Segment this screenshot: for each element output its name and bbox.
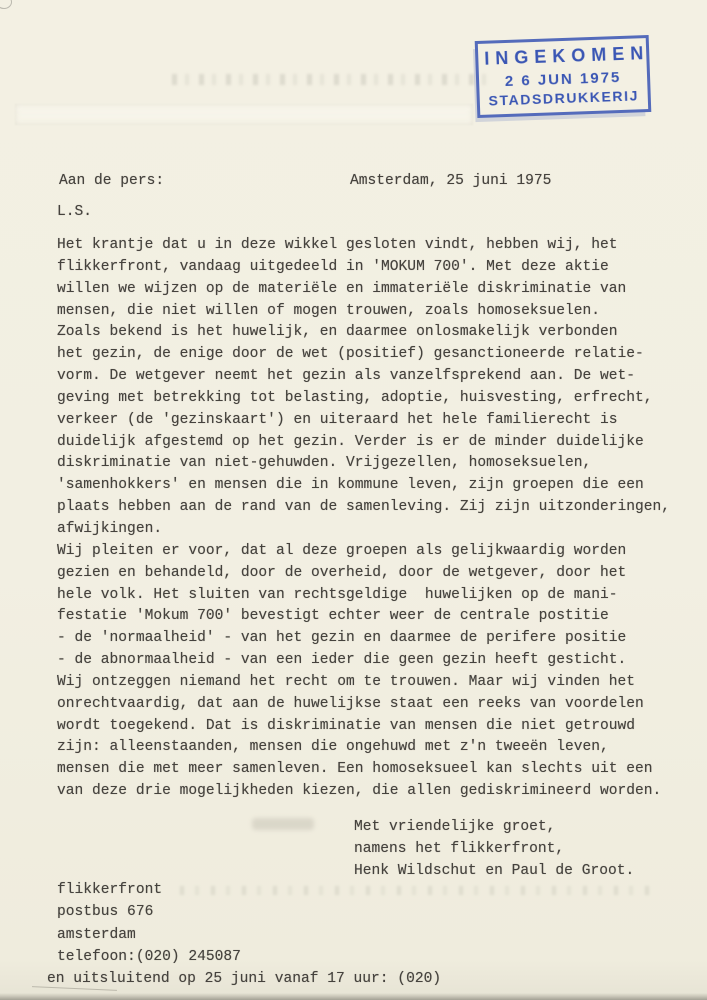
letter-line: - de 'normaalheid' - van het gezin en daarmee de perifere positie: [57, 630, 627, 647]
letter-line: plaats hebben aan de rand van de samenleving. Zij zijn uitzonderingen,: [57, 499, 671, 516]
letter-line: duidelijk afgestemd op het gezin. Verder is er de minder duidelijke: [57, 433, 644, 450]
contact-line-org: flikkerfront: [57, 882, 163, 898]
letter-line: zijn: alleenstaanden, mensen die ongehuwd met z'n tweeën leven,: [57, 739, 609, 756]
stamp-date: 2 6 JUN 1975: [504, 68, 622, 91]
stamp-title: INGEKOMEN: [483, 42, 650, 69]
scan-corner-mark: [0, 0, 12, 9]
scan-edge: [0, 993, 707, 1000]
letter-line: mensen, die niet willen of mogen trouwen, zoals homoseksuelen.: [57, 302, 600, 319]
letter-line: 'samenhokkers' en mensen die in kommune leven, zijn groepen die een: [57, 477, 644, 494]
letter-line: geving met betrekking tot belasting, adoptie, huisvesting, erfrecht,: [57, 389, 653, 406]
letter-line: - de abnormaalheid - van een ieder die geen gezin heeft gesticht.: [57, 652, 627, 669]
letter-line: afwijkingen.: [57, 520, 163, 537]
letter-line: willen we wijzen op de materiële en immateriële diskriminatie van: [57, 280, 627, 297]
received-stamp: [475, 35, 652, 118]
letter-line: wordt toegekend. Dat is diskriminatie van mensen die niet getrouwd: [57, 717, 636, 734]
recipient-line: Aan de pers:: [59, 173, 165, 189]
contact-line-pobox: postbus 676: [57, 904, 154, 921]
contact-line-phone: telefoon:(020) 245087: [57, 948, 241, 965]
letter-line: gezien en behandeld, door de overheid, door de wetgever, door het: [57, 564, 627, 581]
contact-block: [47, 879, 442, 990]
letter-line: Wij pleiten er voor, dat al deze groepen als gelijkwaardig worden: [57, 542, 627, 559]
letter-line: flikkerfront, vandaag uitgedeeld in 'MOKUM 700'. Met deze aktie: [57, 258, 609, 275]
correction-fluid-band: [15, 104, 473, 125]
letter-body: [57, 235, 670, 803]
closing-line: Met vriendelijke groet,: [354, 819, 556, 835]
letter-line: hele volk. Het sluiten van rechtsgeldige huwelijken op de mani-: [57, 586, 618, 603]
letter-line: verkeer (de 'gezinskaart') en uiteraard het hele familierecht is: [57, 411, 618, 428]
closing-line: namens het flikkerfront,: [354, 840, 565, 857]
letter-line: festatie 'Mokum 700' bevestigt echter weer de centrale postitie: [57, 608, 609, 625]
letter-line: onrechtvaardig, dat aan de huwelijkse staat een reeks van voordelen: [57, 695, 644, 712]
stamp-office: STADSDRUKKERIJ: [488, 87, 640, 109]
erased-text-smudge: [172, 74, 487, 85]
closing-line: Henk Wildschut en Paul de Groot.: [354, 862, 635, 879]
letter-line: van deze drie mogelijkheden kiezen, die allen gediskrimineerd worden.: [57, 783, 662, 800]
letter-line: mensen die met meer samenleven. Een homoseksueel kan slechts uit een: [57, 761, 653, 778]
contact-line-phone-extra: en uitsluitend op 25 juni vanaf 17 uur: (020): [47, 971, 442, 988]
contact-line-city: amsterdam: [57, 926, 136, 943]
closing-block: [354, 817, 634, 883]
letter-line: Zoals bekend is het huwelijk, en daarmee onlosmakelijk verbonden: [57, 324, 618, 341]
letter-line: Het krantje dat u in deze wikkel gesloten vindt, hebben wij, het: [57, 237, 618, 253]
letter-line: vorm. De wetgever neemt het gezin als vanzelfsprekend aan. De wet-: [57, 368, 636, 385]
letter-line: het gezin, de enige door de wet (positief) gesanctioneerde relatie-: [57, 346, 644, 363]
dateline: Amsterdam, 25 juni 1975: [350, 173, 552, 189]
salutation: L.S.: [57, 204, 93, 220]
ink-smudge: [252, 818, 314, 830]
letter-line: diskriminatie van niet-gehuwden. Vrijgezellen, homoseksuelen,: [57, 455, 592, 472]
letter-line: Wij ontzeggen niemand het recht om te trouwen. Maar wij vinden het: [57, 673, 636, 690]
